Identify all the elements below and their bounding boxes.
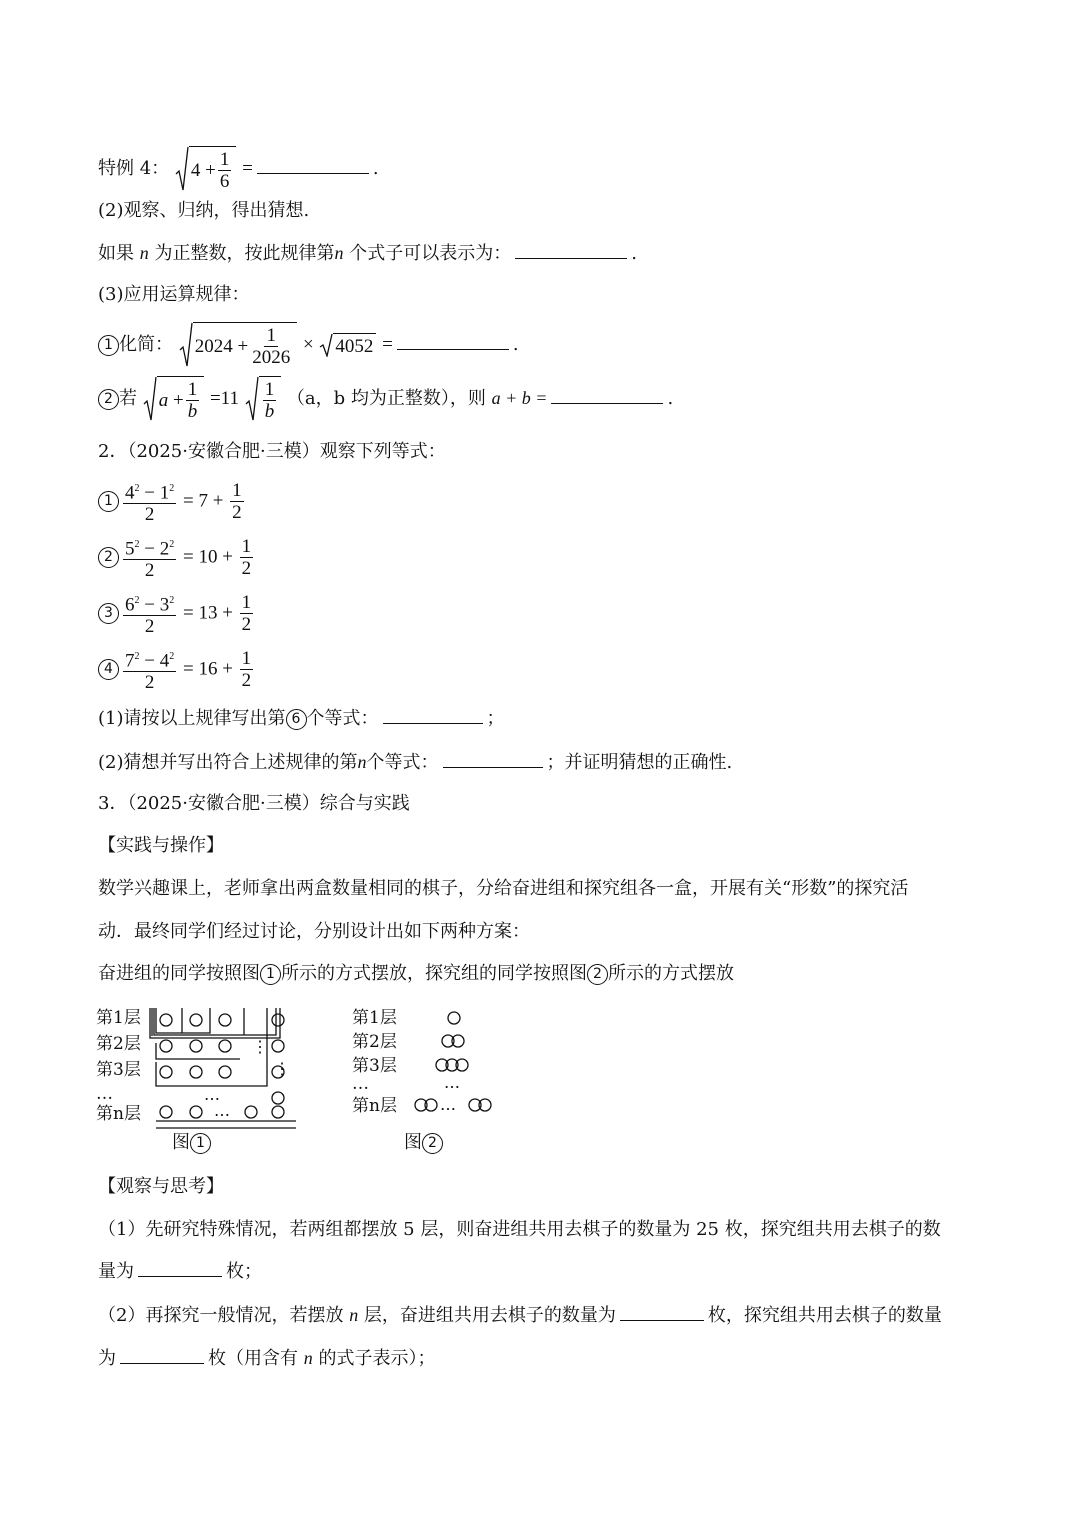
svg-text:…: … (214, 1101, 230, 1120)
row-label: 第3层 (352, 1056, 397, 1076)
circled-4-icon: 4 (98, 659, 119, 680)
answer-blank[interactable] (120, 1362, 204, 1364)
circled-1-icon: 1 (98, 491, 119, 512)
row-label: 第2层 (352, 1032, 397, 1052)
row-label: 第1层 (352, 1008, 397, 1028)
row-label: 第1层 (96, 1008, 141, 1028)
svg-text:…: … (440, 1095, 456, 1114)
section-practice: 【实践与操作】 (98, 835, 224, 856)
section-observe: 【观察与思考】 (98, 1176, 224, 1197)
svg-text:⋮: ⋮ (274, 1059, 290, 1078)
condition-item: 2 若 a + $\frac{1}{b}$ =11 $\frac{1}{b}$ （a，b 均为正整数），则 a + b = . (98, 376, 673, 422)
equation-4: 4 $\frac{7^2 - 4^2}{2}$ = 16 + $\frac{1}{2}$ (98, 646, 255, 693)
row-label: 第3层 (96, 1060, 141, 1080)
equation-1: 1 $\frac{4^2 - 1^2}{2}$ = 7 + $\frac{1}{2}$ (98, 478, 246, 525)
special4-label: 特例 4： (98, 158, 170, 179)
part2-text: 如果 n 为正整数，按此规律第n 个式子可以表示为： . (98, 243, 637, 264)
paragraph-3: 奋进组的同学按照图 1 所示的方式摆放，探究组的同学按照图 2 所示的方式摆放 (98, 963, 734, 984)
figure-2-caption: 图 2 (404, 1128, 443, 1154)
obs1-line2: 量为 枚； (98, 1261, 262, 1282)
answer-blank[interactable] (551, 402, 663, 404)
figure-1 (96, 1004, 296, 1154)
sqrt-expression: 4 + $\frac{1}{6}$ (175, 146, 236, 192)
obs2-line1: （2）再探究一般情况，若摆放 n 层，奋进组共用去棋子的数量为 枚，探究组共用去棋子的数量 (98, 1305, 942, 1326)
q2-sub2: (2)猜想并写出符合上述规律的第n个等式： ；并证明猜想的正确性. (98, 752, 733, 773)
circled-2-icon: 2 (98, 547, 119, 568)
svg-text:…: … (204, 1085, 220, 1104)
simplify-item: 1 化简： 2024 + $\frac{1}{2026}$ × 4052 = . (98, 322, 519, 368)
svg-text:⋮: ⋮ (252, 1037, 268, 1056)
q2-header: 2．（2025·安徽合肥·三模）观察下列等式： (98, 441, 446, 462)
paragraph-1: 数学兴趣课上，老师拿出两盒数量相同的棋子，分给奋进组和探究组各一盒，开展有关“形数”的探究活 (98, 878, 909, 899)
row-label: 第n层 (96, 1104, 141, 1124)
answer-blank[interactable] (515, 257, 627, 259)
answer-blank[interactable] (443, 766, 543, 768)
part3-title: (3)应用运算规律： (98, 284, 250, 305)
circled-2-icon: 2 (587, 964, 608, 985)
answer-blank[interactable] (257, 172, 369, 174)
circled-1-icon: 1 (260, 964, 281, 985)
obs1-line1: （1）先研究特殊情况，若两组都摆放 5 层，则奋进组共用去棋子的数量为 25 枚，探究组共用去棋子的数 (98, 1219, 941, 1240)
circled-3-icon: 3 (98, 603, 119, 624)
part2-title: (2)观察、归纳，得出猜想. (98, 200, 310, 221)
row-label: 第2层 (96, 1034, 141, 1054)
q2-sub1: (1)请按以上规律写出第 6 个等式： ； (98, 708, 505, 729)
equation-3: 3 $\frac{6^2 - 3^2}{2}$ = 13 + $\frac{1}{2}$ (98, 590, 255, 637)
row-label: … (96, 1084, 113, 1104)
special-case-4: 特例 4： 4 + $\frac{1}{6}$ = . (98, 146, 379, 192)
answer-blank[interactable] (138, 1275, 222, 1277)
figure-1-caption: 图 1 (172, 1128, 211, 1154)
circled-2-icon: 2 (98, 389, 119, 410)
obs2-line2: 为 枚（用含有 n 的式子表示）； (98, 1348, 436, 1369)
figure-2 (352, 1004, 512, 1154)
answer-blank[interactable] (620, 1319, 704, 1321)
circled-1-icon: 1 (98, 335, 119, 356)
q3-header: 3．（2025·安徽合肥·三模）综合与实践 (98, 793, 410, 814)
answer-blank[interactable] (397, 348, 509, 350)
figure-2-drawing (352, 1004, 512, 1124)
equation-2: 2 $\frac{5^2 - 2^2}{2}$ = 10 + $\frac{1}{2}$ (98, 534, 255, 581)
svg-text:…: … (444, 1073, 460, 1092)
answer-blank[interactable] (383, 722, 483, 724)
figure-1-drawing (96, 1004, 296, 1134)
paragraph-2: 动．最终同学们经过讨论，分别设计出如下两种方案： (98, 921, 530, 942)
row-label: 第n层 (352, 1096, 397, 1116)
circled-6-icon: 6 (286, 709, 307, 730)
row-label: … (352, 1074, 369, 1094)
